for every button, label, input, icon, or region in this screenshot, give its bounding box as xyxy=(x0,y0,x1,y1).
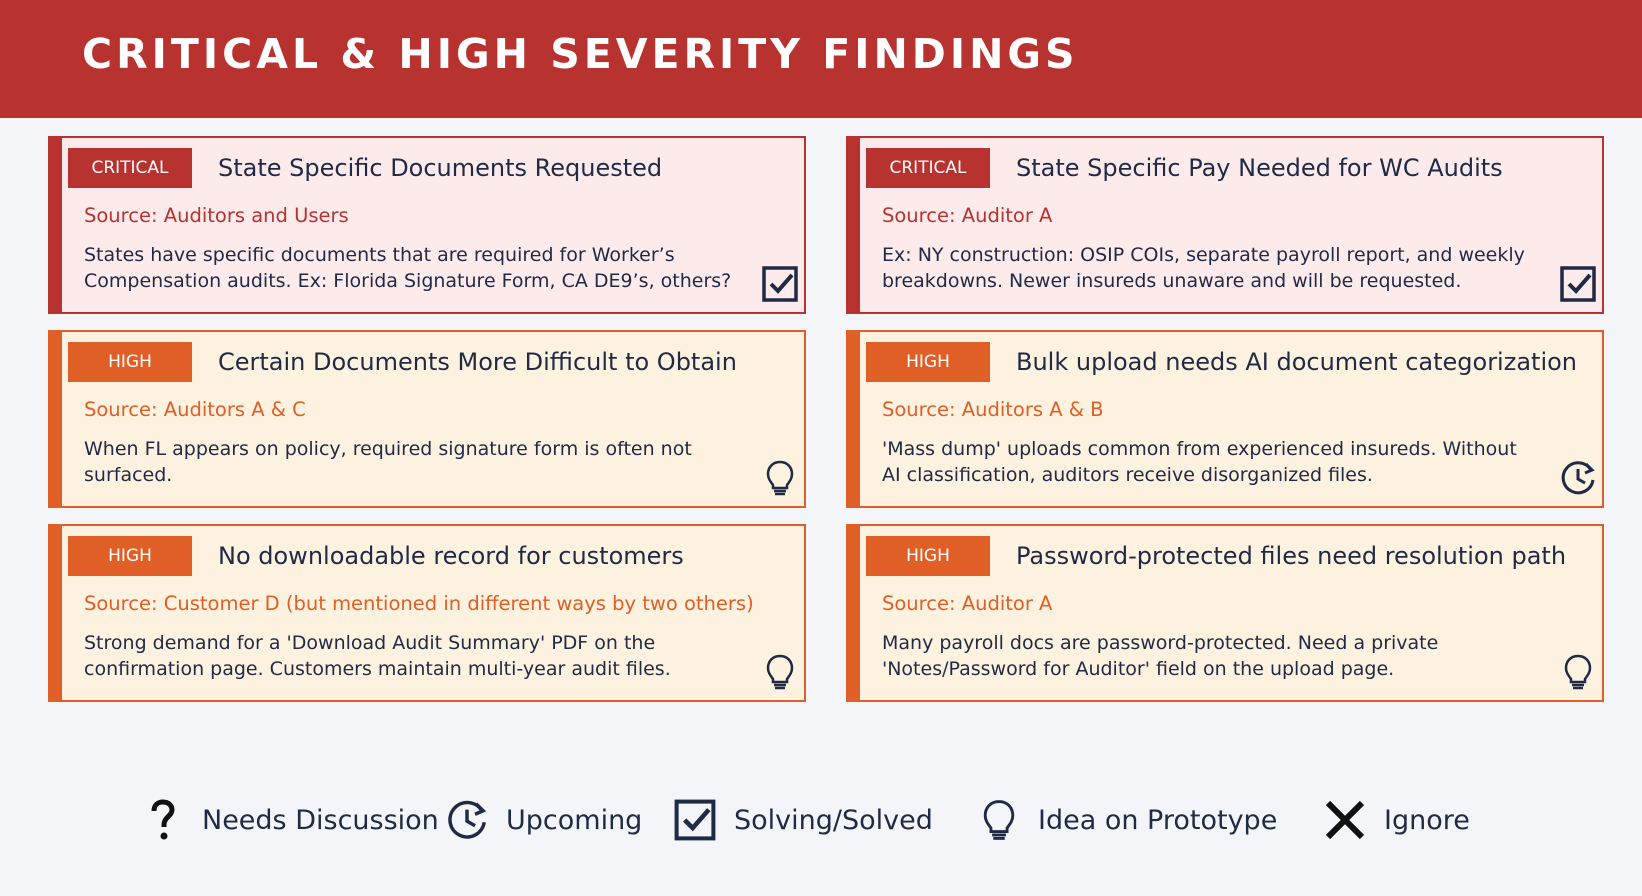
finding-card xyxy=(846,330,1604,508)
finding-source: Source: Auditors A & C xyxy=(84,398,306,421)
finding-source: Source: Auditors and Users xyxy=(84,204,349,227)
finding-card xyxy=(846,524,1604,702)
finding-source: Source: Auditor A xyxy=(882,592,1053,615)
checkbox-checked-icon xyxy=(1558,264,1598,304)
finding-card xyxy=(846,136,1604,314)
legend-label: Solving/Solved xyxy=(734,804,933,836)
finding-title: Password-protected files need resolution path xyxy=(1016,542,1567,570)
x-icon xyxy=(1322,797,1368,843)
finding-description: Many payroll docs are password-protected. Need a private 'Notes/Password for Auditor' field on the upload page. xyxy=(882,632,1439,680)
finding-title: State Specific Documents Requested xyxy=(218,154,663,182)
severity-badge: HIGH xyxy=(68,342,192,382)
finding-description: States have specific documents that are required for Worker’s Compensation audits. Ex: Florida Signature Form, CA DE9’s, others? xyxy=(84,244,732,292)
finding-title: Certain Documents More Difficult to Obtain xyxy=(218,348,737,376)
legend-label: Ignore xyxy=(1384,804,1470,836)
severity-badge: HIGH xyxy=(866,342,990,382)
finding-description: Ex: NY construction: OSIP COIs, separate payroll report, and weekly breakdowns. Newer insureds unaware and will be requested. xyxy=(882,244,1525,292)
finding-card xyxy=(48,136,806,314)
finding-description: Strong demand for a 'Download Audit Summary' PDF on the confirmation page. Customers maintain multi-year audit files. xyxy=(84,632,671,680)
legend-label: Idea on Prototype xyxy=(1038,804,1278,836)
finding-source: Source: Auditor A xyxy=(882,204,1053,227)
severity-badge: HIGH xyxy=(866,536,990,576)
clock-icon xyxy=(444,797,490,843)
finding-title: No downloadable record for customers xyxy=(218,542,684,570)
header-banner xyxy=(0,0,1642,118)
legend-item-upcoming xyxy=(444,790,642,850)
severity-badge: HIGH xyxy=(68,536,192,576)
checkbox-checked-icon xyxy=(760,264,800,304)
legend-item-solving-solved xyxy=(672,790,933,850)
legend-item-idea-on-prototype xyxy=(976,790,1277,850)
question-icon xyxy=(140,797,186,843)
legend-item-needs-discussion xyxy=(140,790,439,850)
finding-card xyxy=(48,524,806,702)
finding-description: When FL appears on policy, required signature form is often not surfaced. xyxy=(84,438,692,486)
legend-item-ignore xyxy=(1322,790,1470,850)
legend-label: Needs Discussion xyxy=(202,804,439,836)
finding-title: State Specific Pay Needed for WC Audits xyxy=(1016,154,1503,182)
lightbulb-icon xyxy=(760,652,800,692)
finding-card xyxy=(48,330,806,508)
finding-source: Source: Customer D (but mentioned in different ways by two others) xyxy=(84,592,754,615)
clock-icon xyxy=(1558,458,1598,498)
severity-badge: CRITICAL xyxy=(68,148,192,188)
lightbulb-icon xyxy=(1558,652,1598,692)
lightbulb-icon xyxy=(760,458,800,498)
severity-badge: CRITICAL xyxy=(866,148,990,188)
checkbox-checked-icon xyxy=(672,797,718,843)
finding-title: Bulk upload needs AI document categorization xyxy=(1016,348,1577,376)
legend-label: Upcoming xyxy=(506,804,643,836)
finding-source: Source: Auditors A & B xyxy=(882,398,1104,421)
finding-description: 'Mass dump' uploads common from experienced insureds. Without AI classification, auditors receive disorganized files. xyxy=(882,438,1517,486)
page-title: CRITICAL & HIGH SEVERITY FINDINGS xyxy=(82,30,1079,78)
lightbulb-icon xyxy=(976,797,1022,843)
